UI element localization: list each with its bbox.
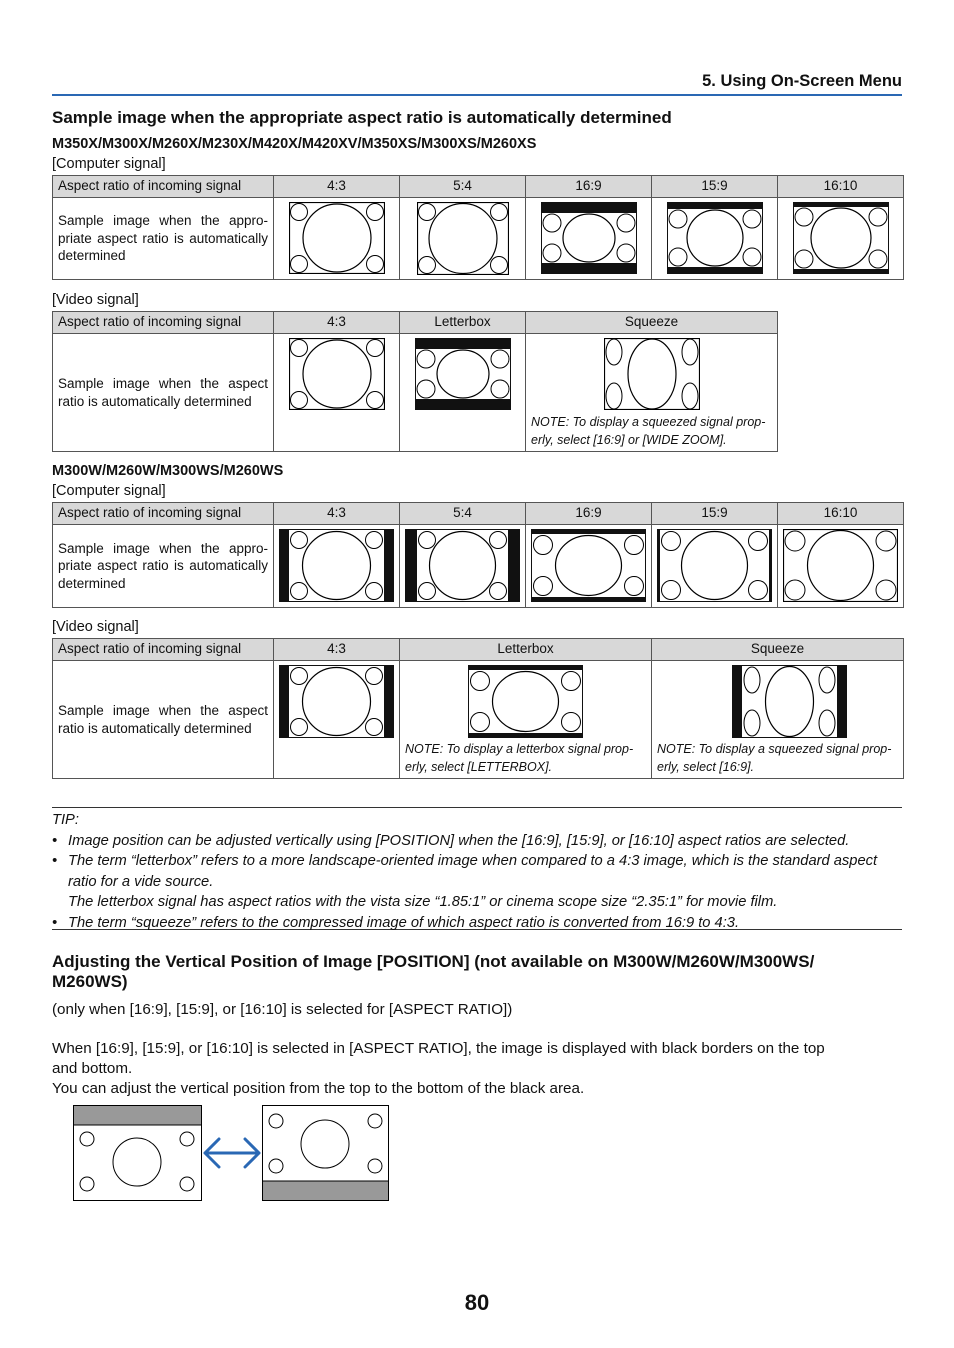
tip-bullet-3: • The term “squeeze” refers to the compressed image of which aspect ratio is converted from 16:9 to 4:3. — [52, 914, 740, 931]
group1-computer-label: [Computer signal] — [52, 156, 166, 172]
header-label: Aspect ratio of incoming signal — [53, 639, 274, 661]
position-paragraph-1: When [16:9], [15:9], or [16:10] is selected in [ASPECT RATIO], the image is displayed with black borders on the top and bottom. — [52, 1040, 825, 1077]
group2-computer-label: [Computer signal] — [52, 483, 166, 499]
group2-models: M300W/M260W/M300WS/M260WS — [52, 463, 284, 479]
group1-computer-table — [52, 175, 904, 280]
page-number: 80 — [464, 1290, 490, 1315]
column-header: Letterbox — [400, 312, 526, 334]
position-top-image — [262, 1105, 389, 1201]
sample-title: Sample image when the appropriate aspect ratio is automatically determined — [52, 108, 672, 127]
column-header: 4:3 — [274, 639, 400, 661]
tip-bullet-1: • Image position can be adjusted vertically using [POSITION] when the [16:9], [15:9], or [16:10] aspect ratios are selected. — [52, 832, 850, 849]
sample-image-squeeze — [604, 338, 700, 410]
sample-image-16-10 — [783, 529, 898, 602]
tip-bullet-2-line-3: The letterbox signal has aspect ratios with the vista size “1.85:1” or cinema scope size “2.35:1” for movie film. — [68, 894, 778, 910]
position-paragraph-2: You can adjust the vertical position from the top to the bottom of the black area. — [52, 1080, 585, 1097]
group2-video-table — [52, 638, 904, 779]
position-bottom-image — [73, 1105, 202, 1201]
sample-image-16-10 — [793, 202, 889, 274]
squeeze-note: NOTE: To display a squeezed signal properly, select [16:9] or [WIDE ZOOM]. — [531, 415, 766, 447]
group1-models: M350X/M300X/M260X/M230X/M420X/M420XV/M350XS/M300XS/M260XS — [52, 136, 537, 152]
column-header: 4:3 — [274, 312, 400, 334]
row-description: Sample image when the appropriate aspect ratio is automatically determined — [53, 198, 274, 280]
header-label: Aspect ratio of incoming signal — [53, 503, 274, 525]
header-label: Aspect ratio of incoming signal — [53, 312, 274, 334]
tip-bullet-2: • The term “letterbox” refers to a more landscape-oriented image when compared to a 4:3 image, which is the standard aspect — [52, 853, 878, 869]
sample-image-4-3 — [279, 529, 394, 602]
section-header: 5. Using On-Screen Menu — [52, 70, 902, 96]
position-title: Adjusting the Vertical Position of Image [POSITION] (not available on M300W/M260W/M300WS/ M260WS) — [52, 952, 815, 991]
sample-image-4-3 — [279, 665, 394, 738]
double-arrow-icon — [201, 1133, 263, 1173]
column-header: 5:4 — [400, 503, 526, 525]
row-description: Sample image when the appropriate aspect ratio is automatically determined — [53, 525, 274, 608]
tip-box — [52, 807, 902, 930]
row-description: Sample image when the aspect ratio is automatically determined — [53, 334, 274, 452]
group2-computer-table — [52, 502, 904, 608]
column-header: 16:9 — [526, 503, 652, 525]
tip-bullet-2-line-2: ratio for a vide source. — [68, 873, 214, 890]
letterbox-note: NOTE: To display a letterbox signal properly, select [LETTERBOX]. — [405, 742, 634, 774]
column-header: 15:9 — [652, 503, 778, 525]
column-header: 5:4 — [400, 176, 526, 198]
column-header: 16:10 — [778, 176, 904, 198]
sample-image-5-4 — [417, 202, 509, 275]
column-header: Squeeze — [526, 312, 778, 334]
column-header: Squeeze — [652, 639, 904, 661]
sample-image-squeeze — [732, 665, 847, 738]
group1-video-table — [52, 311, 778, 452]
sample-image-letterbox — [468, 665, 583, 738]
column-header: Letterbox — [400, 639, 652, 661]
sample-image-4-3 — [289, 202, 385, 274]
sample-image-16-9 — [541, 202, 637, 274]
sample-image-15-9 — [657, 529, 772, 602]
column-header: 4:3 — [274, 176, 400, 198]
sample-image-4-3 — [289, 338, 385, 410]
column-header: 16:9 — [526, 176, 652, 198]
group1-video-label: [Video signal] — [52, 292, 139, 308]
position-condition: (only when [16:9], [15:9], or [16:10] is selected for [ASPECT RATIO]) — [52, 1001, 513, 1018]
sample-image-15-9 — [667, 202, 763, 274]
tip-title: TIP: — [52, 812, 79, 828]
column-header: 4:3 — [274, 503, 400, 525]
sample-image-5-4 — [405, 529, 520, 602]
sample-image-letterbox — [415, 338, 511, 410]
column-header: 15:9 — [652, 176, 778, 198]
header-label: Aspect ratio of incoming signal — [53, 176, 274, 198]
squeeze-note: NOTE: To display a squeezed signal properly, select [16:9]. — [657, 742, 892, 774]
row-description: Sample image when the aspect ratio is automatically determined — [53, 661, 274, 779]
column-header: 16:10 — [778, 503, 904, 525]
sample-image-16-9 — [531, 529, 646, 602]
group2-video-label: [Video signal] — [52, 619, 139, 635]
